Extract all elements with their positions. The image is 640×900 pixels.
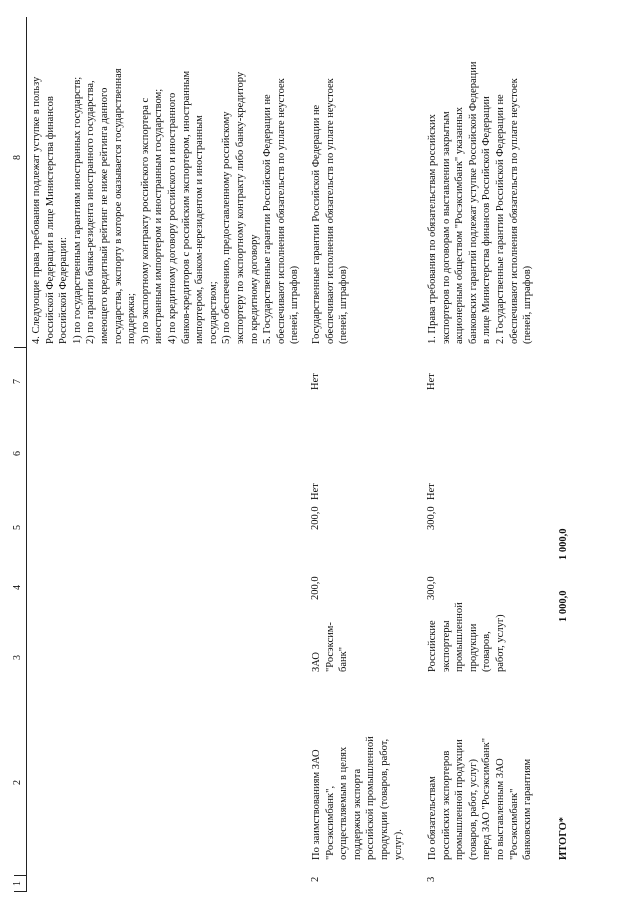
- column-number-8: 8: [12, 155, 23, 160]
- column-number-4: 4: [12, 585, 23, 590]
- total-label: ИТОГО*: [558, 816, 569, 860]
- row-3-description: По обязательствам российских экспортеров промышленной продукции (товаров, работ, услуг) перед ЗАО "Росэксимбанк" по выставленным ЗАО "Росэксимбанк" банковским гарантиям: [427, 738, 534, 860]
- row-3-number: 3: [426, 876, 437, 882]
- row-3-conditions: 1. Права требования по обязательствам российских экспортеров по договорам о выставлении закрытым акционерным обществом "Росэксимбанк" указанных банковских гарантий подлежат уступке Российской Федерации в лице Министерства финансов Российской Федерации 2. Государственные гарантии Российской Федерации не обеспечивают исполнения обязательств по уплате неустоек (пеней, штрафов): [427, 61, 534, 344]
- row-continued-col8: 4. Следующие права требования подлежат уступке в пользу Российской Федерации в лице Министерства финансов Российской Федерации: 1) по государственным гарантиям иностранных государств; 2) по гарантии банка-резидента иностранного государства, имеющего кредитный рейтинг не ниже рейтинга данного государства, экспорту в которое оказывается государственная поддержка; 3) по экспортному контракту российского экспортера с иностранным импортером и иностранным государством; 4) по кредитному договору российского и иностранного банков-кредиторов с российским экспортером, иностранным импортером, банком-нерезидентом и иностранным государством; 5) по обеспечению, предоставленному российскому экспортеру по экспортному контракту либо банку-кредитору по кредитному договору 5. Государственные гарантии Российской Федерации не обеспечивают исполнения обязательств по уплате неустоек (пеней, штрафов): [31, 68, 301, 344]
- column-divider: [14, 875, 27, 876]
- total-amount-2: 1 000,0: [558, 528, 569, 560]
- row-2-conditions: Государственные гарантии Российской Федерации не обеспечивают исполнения обязательств по уплате неустоек (пеней, штрафов): [311, 78, 350, 344]
- row-2-number: 2: [310, 876, 321, 882]
- column-number-3: 3: [12, 655, 23, 660]
- row-2-regress: Нет: [310, 483, 321, 500]
- column-divider: [14, 891, 27, 892]
- row-2-check: Нет: [310, 373, 321, 390]
- total-amount: 1 000,0: [558, 590, 569, 622]
- row-3-amount-2: 300,0: [426, 506, 437, 530]
- column-divider: [14, 347, 27, 348]
- column-number-7: 7: [12, 379, 23, 384]
- row-2-amount: 200,0: [310, 576, 321, 600]
- row-3-regress: Нет: [426, 483, 437, 500]
- row-3-principal: Российские экспортеры промышленной продукции (товаров, работ, услуг): [427, 602, 506, 672]
- row-2-description: По заимствованиям ЗАО "Росэксимбанк", осуществляемым в целях поддержки экспорта российской промышленной продукции (товаров, работ, услуг).: [311, 736, 404, 860]
- row-2-amount-2: 200,0: [310, 506, 321, 530]
- column-number-6: 6: [12, 451, 23, 456]
- row-2-principal: ЗАО "Росэксим- банк": [311, 622, 350, 672]
- column-number-5: 5: [12, 525, 23, 530]
- row-3-check: Нет: [426, 373, 437, 390]
- column-number-1: 1: [12, 881, 23, 886]
- header-rule: [26, 17, 27, 892]
- row-3-amount: 300,0: [426, 576, 437, 600]
- column-number-2: 2: [12, 780, 23, 785]
